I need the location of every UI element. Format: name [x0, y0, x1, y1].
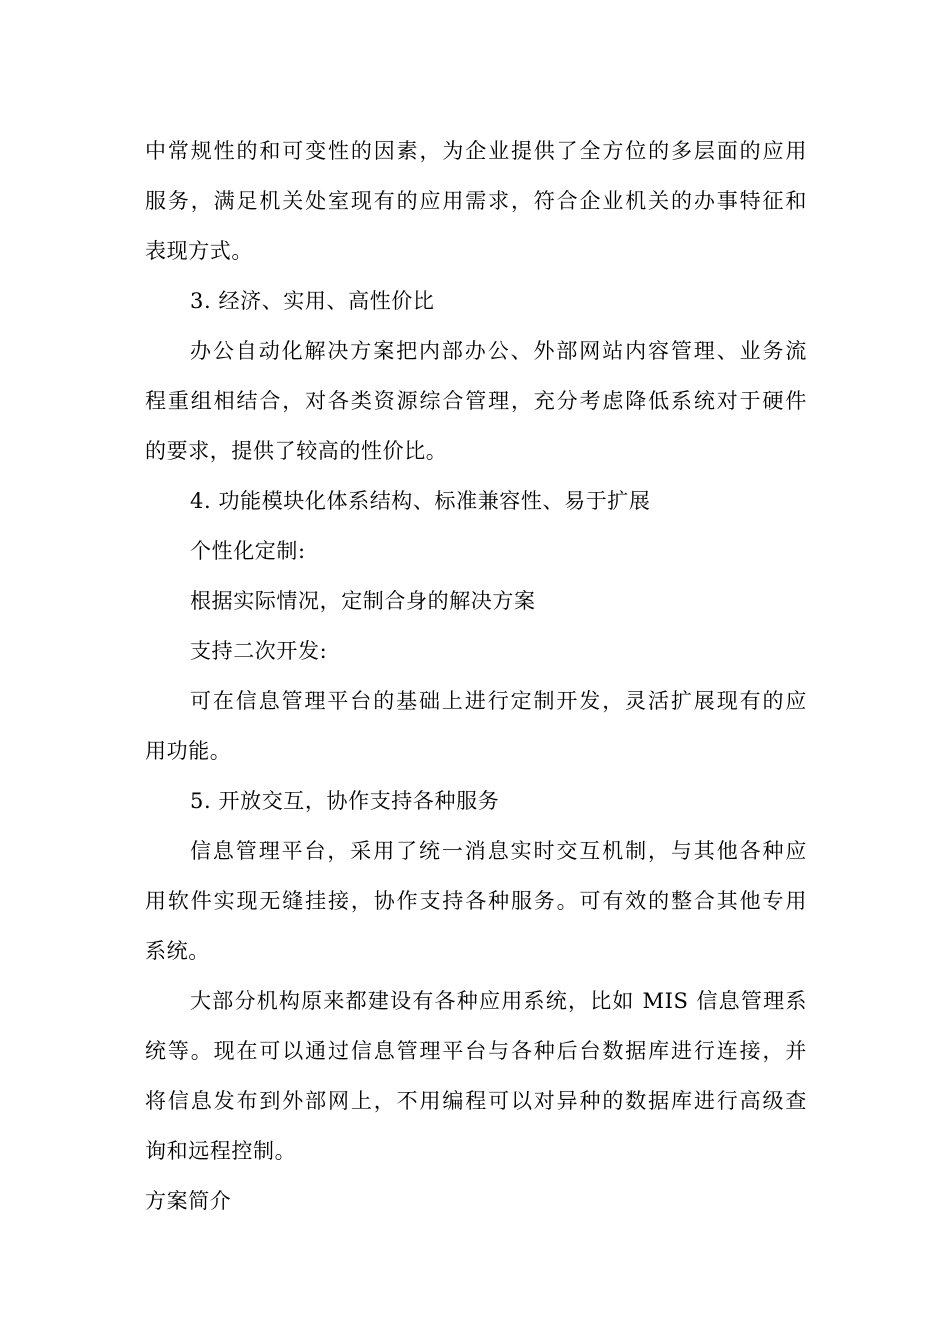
document-body	[145, 126, 807, 1226]
paragraph-line: 询和远程控制。	[145, 1139, 297, 1163]
paragraph-line: 表现方式。	[145, 239, 253, 263]
paragraph-line: 统等。现在可以通过信息管理平台与各种后台数据库进行连接，并	[145, 1039, 807, 1063]
paragraph-line: 将信息发布到外部网上，不用编程可以对异种的数据库进行高级查	[145, 1089, 807, 1113]
section-heading-3: 3. 经济、实用、高性价比	[190, 289, 435, 313]
paragraph-line: 信息管理平台，采用了统一消息实时交互机制，与其他各种应	[190, 839, 807, 863]
paragraph-line: 可在信息管理平台的基础上进行定制开发，灵活扩展现有的应	[190, 689, 807, 713]
subheading-secondary-development: 支持二次开发:	[190, 639, 328, 663]
paragraph-line: 办公自动化解决方案把内部办公、外部网站内容管理、业务流	[190, 339, 807, 363]
paragraph-line: 用软件实现无缝挂接，协作支持各种服务。可有效的整合其他专用	[145, 889, 807, 913]
paragraph-line: 程重组相结合，对各类资源综合管理，充分考虑降低系统对于硬件	[145, 389, 807, 413]
paragraph-line: 的要求，提供了较高的性价比。	[145, 439, 448, 463]
paragraph-line: 中常规性的和可变性的因素，为企业提供了全方位的多层面的应用	[145, 139, 807, 163]
section-heading-5: 5. 开放交互，协作支持各种服务	[190, 789, 500, 813]
paragraph-line: 服务，满足机关处室现有的应用需求，符合企业机关的办事特征和	[145, 189, 807, 213]
paragraph-line: 系统。	[145, 939, 210, 963]
section-heading-4: 4. 功能模块化体系结构、标准兼容性、易于扩展	[190, 489, 651, 513]
paragraph-line: 根据实际情况，定制合身的解决方案	[190, 589, 536, 613]
subheading-customization: 个性化定制:	[190, 539, 306, 563]
paragraph-line: 用功能。	[145, 739, 232, 763]
paragraph-line: 大部分机构原来都建设有各种应用系统，比如 MIS 信息管理系	[190, 989, 807, 1013]
section-title-solution-intro: 方案简介	[145, 1189, 232, 1213]
